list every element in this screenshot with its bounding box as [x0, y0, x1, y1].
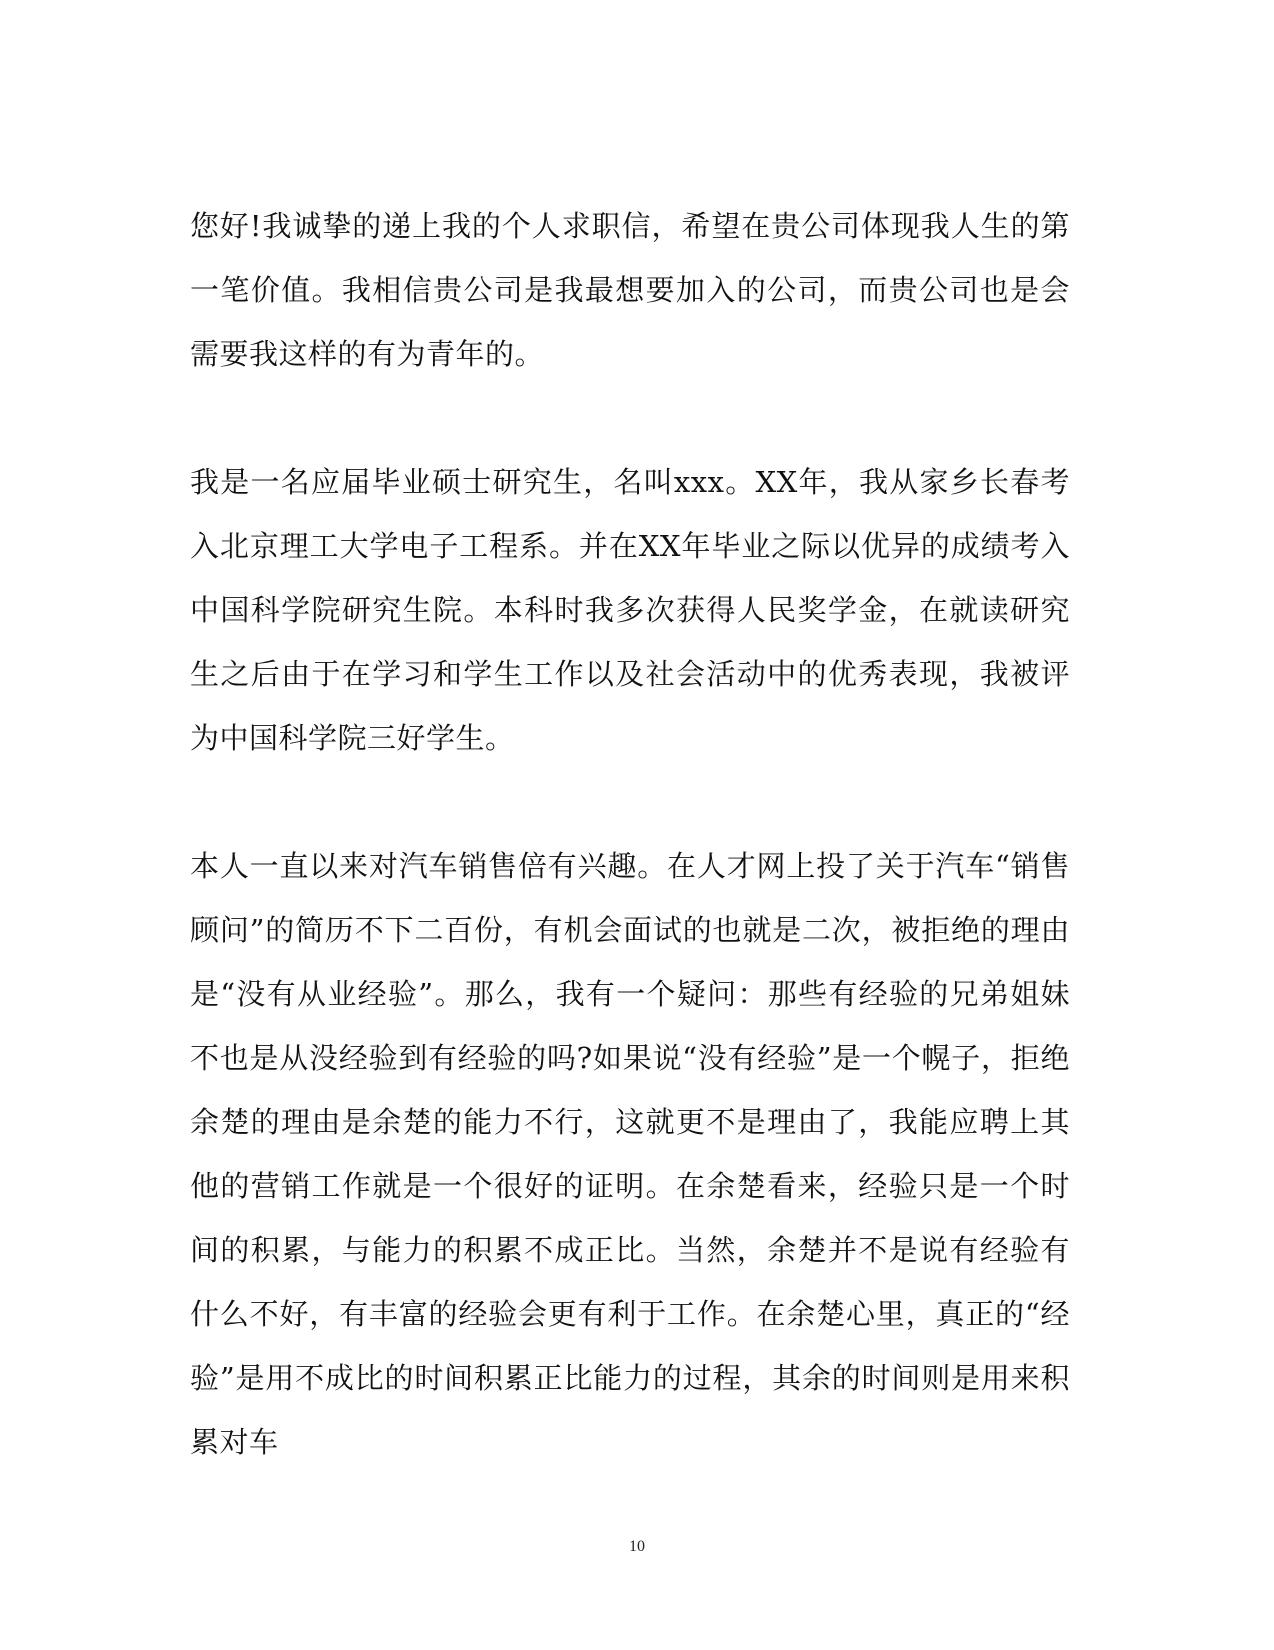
paragraph-education: 我是一名应届毕业硕士研究生，名叫xxx。XX年，我从家乡长春考入北京理工大学电子工程系。并在XX年毕业之际以优异的成绩考入中国科学院研究生院。本科时我多次获得人民奖学金，在就读研究生之后由于在学习和学生工作以及社会活动中的优秀表现，我被评为中国科学院三好学生。 — [190, 465, 1070, 755]
page-number: 10 — [629, 1538, 645, 1555]
paragraph-motivation: 本人一直以来对汽车销售倍有兴趣。在人才网上投了关于汽车“销售顾问”的简历不下二百份，有机会面试的也就是二次，被拒绝的理由是“没有从业经验”。那么，我有一个疑问：那些有经验的兄弟姐妹不也是从没经验到有经验的吗?如果说“没有经验”是一个幌子，拒绝余楚的理由是余楚的能力不行，这就更不是理由了，我能应聘上其他的营销工作就是一个很好的证明。在余楚看来，经验只是一个时间的积累，与能力的积累不成正比。当然，余楚并不是说有经验有什么不好，有丰富的经验会更有利于工作。在余楚心里，真正的“经验”是用不成比的时间积累正比能力的过程，其余的时间则是用来积累对车 — [190, 849, 1070, 1459]
paragraph-greeting: 您好!我诚挚的递上我的个人求职信，希望在贵公司体现我人生的第一笔价值。我相信贵公司是我最想要加入的公司，而贵公司也是会需要我这样的有为青年的。 — [190, 209, 1070, 371]
letter-body — [190, 194, 1070, 1474]
